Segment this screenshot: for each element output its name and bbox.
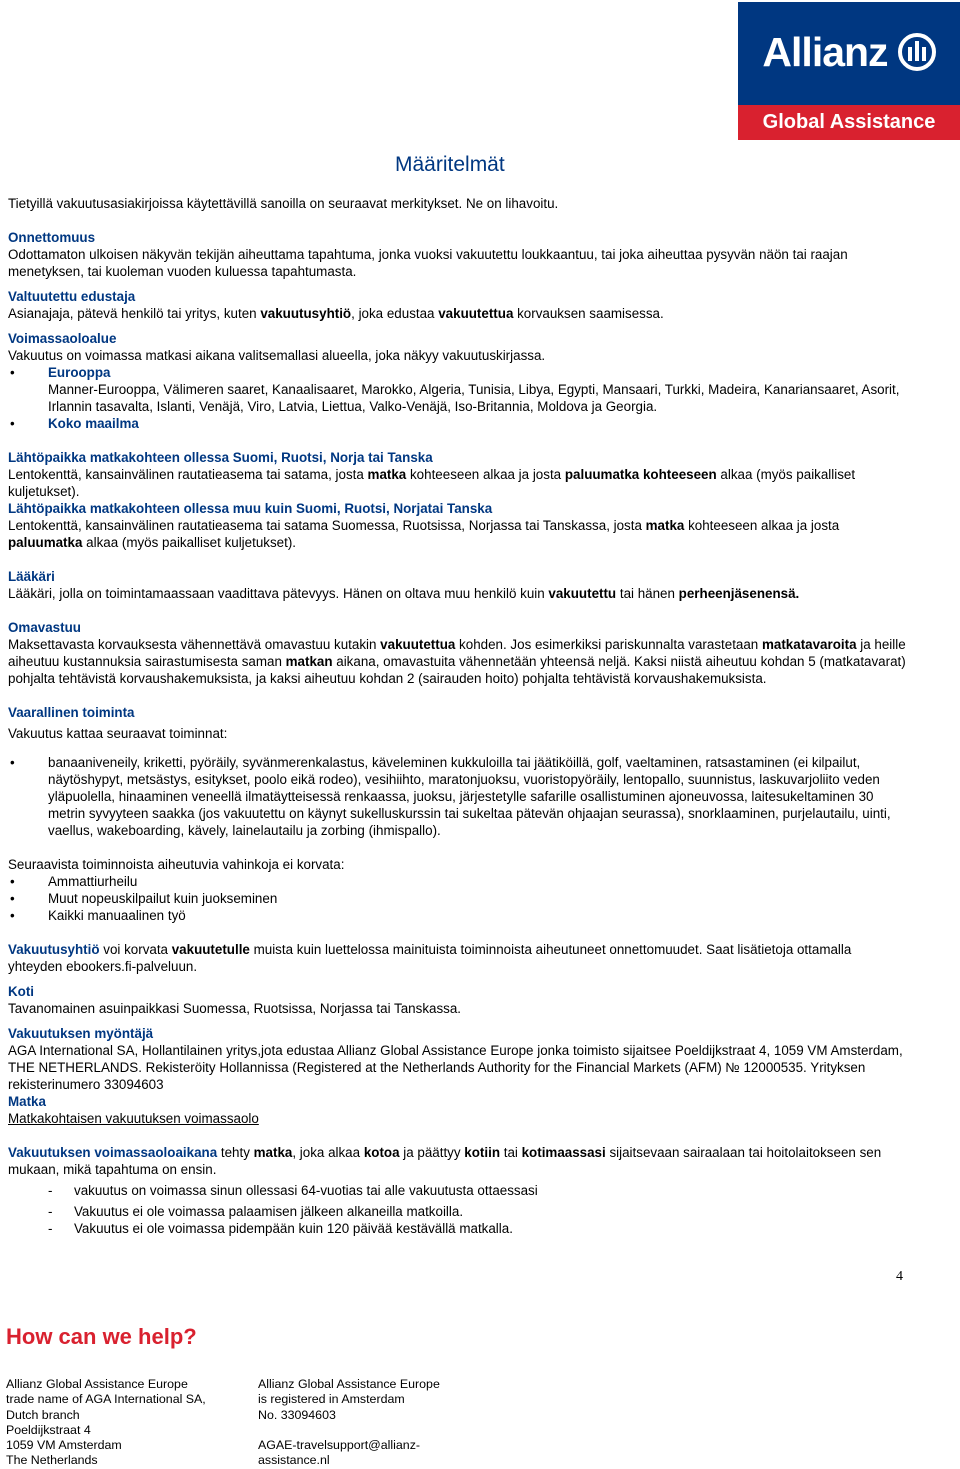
def-vakuutuksen-myontaja: AGA International SA, Hollantilainen yritys,jota edustaa Allianz Global Assistance Europe jonka toimisto sijaitsee Poeldijkstraat 4, 1059 VM Amsterdam, THE NETHERLANDS. Rekisteröity Hollannissa (Registered at the Netherlands Authority for the Financial Markets (AFM) № 12000535. Yrityksen rekisterinumero 33094603 bbox=[8, 1043, 903, 1092]
logo-brand: Allianz bbox=[762, 28, 888, 75]
logo-subtitle: Global Assistance bbox=[738, 105, 960, 140]
list-item-exclusion: • Kaikki manuaalinen työ bbox=[10, 908, 186, 923]
bullet-icon: • bbox=[10, 365, 15, 380]
region-koko-maailma: Koko maailma bbox=[48, 416, 139, 431]
term-lahtopaikka-2: Lähtöpaikka matkakohteen ollessa muu kuin Suomi, Ruotsi, Norjatai Tanska bbox=[8, 501, 493, 516]
footer-registration-info: Allianz Global Assistance Europe is registered in Amsterdam No. 33094603 AGAE-travelsupport@allianz- assistance.nl bbox=[258, 1377, 440, 1468]
help-heading: How can we help? bbox=[6, 1324, 197, 1349]
bullet-icon: • bbox=[10, 874, 15, 889]
def-valtuutettu: Asianajaja, pätevä henkilö tai yritys, kuten vakuutusyhtiö, joka edustaa vakuutettua korvauksen saamisessa. bbox=[8, 306, 664, 321]
term-voimassaoloalue: Voimassaoloalue bbox=[8, 331, 117, 346]
allianz-eagle-icon bbox=[898, 33, 936, 71]
term-laakari: Lääkäri bbox=[8, 569, 55, 584]
matka-subheading: Matkakohtaisen vakuutuksen voimassaolo bbox=[8, 1111, 259, 1126]
def-omavastuu: Maksettavasta korvauksesta vähennettävä omavastuu kutakin vakuutettua kohden. Jos esimerkiksi pariskunnalta varastetaan matkatavaroita ja heille aiheutuu kustannuksia sairastumisesta saman matkan aikana, omavastuita vähennetään yhteensä neljä. Kaksi niistä aiheutuu kohdan 5 (matkatavarat) pohjalta tehtävistä korvaushakemuksista, ja kaksi aiheutuu kohdan 2 (sairauden hoito) pohjalta tehtävistä korvaushakemuksista. bbox=[8, 637, 906, 686]
vaarallinen-note: Vakuutusyhtiö voi korvata vakuutetulle muista kuin luettelossa mainituista toiminnoista aiheutuneet onnettomuudet. Saat lisätietoja ottamalla yhteyden ebookers.fi-palveluun. bbox=[8, 942, 852, 974]
def-lahtopaikka-1: Lentokenttä, kansainvälinen rautatieasema tai satama, josta matka kohteeseen alkaa ja josta paluumatka kohteeseen alkaa (myös paikalliset kuljetukset). bbox=[8, 467, 856, 499]
def-voimassaoloalue: Vakuutus on voimassa matkasi aikana valitsemallasi alueella, joka näkyy vakuutuskirjassa. bbox=[8, 348, 546, 363]
term-valtuutettu: Valtuutettu edustaja bbox=[8, 289, 136, 304]
list-item-exclusion: • Ammattiurheilu bbox=[10, 874, 138, 889]
def-laakari: Lääkäri, jolla on toimintamaassaan vaadittava pätevyys. Hänen on oltava muu henkilö kuin vakuutettu tai hänen perheenjäsenensä. bbox=[8, 586, 800, 601]
term-onnettomuus: Onnettomuus bbox=[8, 230, 96, 245]
def-koti: Tavanomainen asuinpaikkasi Suomessa, Ruotsissa, Norjassa tai Tanskassa. bbox=[8, 1001, 462, 1016]
list-item-exclusion: • Muut nopeuskilpailut kuin juokseminen bbox=[10, 891, 278, 906]
intro-text: Tietyillä vakuutusasiakirjoissa käytettävillä sanoilla on seuraavat merkitykset. Ne on lihavoitu. bbox=[8, 196, 559, 211]
term-omavastuu: Omavastuu bbox=[8, 620, 81, 635]
bullet-icon: • bbox=[10, 908, 15, 923]
footer-email: AGAE-travelsupport@allianz- bbox=[258, 1438, 421, 1453]
list-item-matka-condition: - Vakuutus ei ole voimassa pidempään kuin 120 päivää kestävällä matkalla. bbox=[48, 1221, 513, 1236]
bullet-icon: • bbox=[10, 416, 15, 431]
term-koti: Koti bbox=[8, 984, 35, 999]
document-body bbox=[8, 195, 908, 1237]
page-title: Määritelmät bbox=[395, 153, 505, 176]
def-onnettomuus: Odottamaton ulkoisen näkyvän tekijän aiheuttama tapahtuma, jonka vuoksi vakuutettu loukkaantuu, tai joka aiheuttaa pysyvän näön tai raajan menetyksen, tai kuoleman vuoden kuluessa tapahtumasta. bbox=[8, 247, 848, 279]
term-matka: Matka bbox=[8, 1094, 46, 1109]
list-item-koko-maailma bbox=[8, 415, 908, 432]
term-vaarallinen-toiminta: Vaarallinen toiminta bbox=[8, 705, 135, 720]
vaarallinen-intro: Vakuutus kattaa seuraavat toiminnat: bbox=[8, 726, 228, 741]
list-item-matka-condition: - Vakuutus ei ole voimassa palaamisen jälkeen alkaneilla matkoilla. bbox=[48, 1204, 464, 1219]
def-matka: Vakuutuksen voimassaoloaikana tehty matka, joka alkaa kotoa ja päättyy kotiin tai kotimaassasi sijaitsevaan sairaalaan tai hoitolaitokseen sen mukaan, mikä tapahtuma on ensin. bbox=[8, 1145, 882, 1177]
list-item-matka-condition: - vakuutus on voimassa sinun ollessasi 64-vuotias tai alle vakuutusta ottaessasi bbox=[48, 1183, 538, 1198]
page-number: 4 bbox=[896, 1269, 903, 1284]
allianz-logo bbox=[738, 2, 960, 140]
region-eurooppa-text: Manner-Eurooppa, Välimeren saaret, Kanaalisaaret, Marokko, Algeria, Tunisia, Libya, Egypti, Mansaari, Turkki, Madeira, Kanariansaaret, Asorit, Irlannin tasavalta, Islanti, Venäjä, Viro, Latvia, Liettua, Valko-Venäjä, Iso-Britannia, Moldova ja Georgia. bbox=[48, 382, 900, 414]
bullet-icon: • bbox=[10, 891, 15, 906]
logo-top bbox=[738, 2, 960, 102]
exclusions-intro: Seuraavista toiminnoista aiheutuvia vahinkoja ei korvata: bbox=[8, 857, 345, 872]
term-lahtopaikka-1: Lähtöpaikka matkakohteen ollessa Suomi, Ruotsi, Norja tai Tanska bbox=[8, 450, 433, 465]
term-vakuutuksen-myontaja: Vakuutuksen myöntäjä bbox=[8, 1026, 154, 1041]
covered-activities: banaaniveneily, kriketti, pyöräily, syvänmerenkalastus, käveleminen kukkuloilla tai jäätiköillä, golf, vaeltaminen, ratsastaminen (ei kilpailut, näytöshypyt, metsästys, esitykset, poolo eikä rodeo), vesihiihto, maratonjuoksu, vuoristopyöräily, lentopallo, suunnistus, laskuvarjoliito veden yläpuolella, hinaaminen veneellä ilmatäytteisessä renkaassa, juoksu, järjestetylle safarille osallistuminen ajoneuvossa, laitesukeltaminen 30 metrin syvyyteen saakka (jos vakuutettu on käynyt sukelluskurssin tai sukeltaa pätevän ohjaajan seurassa), snorklaaminen, purjelautailu, uinti, vaellus, wakeboarding, kävely, lainelautailu ja zorbing (ihmispallo). bbox=[48, 755, 891, 838]
footer-company-info: Allianz Global Assistance Europe trade name of AGA International SA, Dutch branch Poeldijkstraat 4 1059 VM Amsterdam The Netherlands bbox=[6, 1377, 206, 1468]
list-item-eurooppa bbox=[8, 364, 908, 415]
bullet-icon: • bbox=[10, 755, 15, 770]
def-lahtopaikka-2: Lentokenttä, kansainvälinen rautatieasema tai satama Suomessa, Ruotsissa, Norjassa tai Tanskassa, josta matka kohteeseen alkaa ja josta paluumatka alkaa (myös paikalliset kuljetukset). bbox=[8, 518, 840, 550]
list-item-covered-activities bbox=[8, 754, 908, 839]
region-eurooppa-title: Eurooppa bbox=[48, 365, 111, 380]
